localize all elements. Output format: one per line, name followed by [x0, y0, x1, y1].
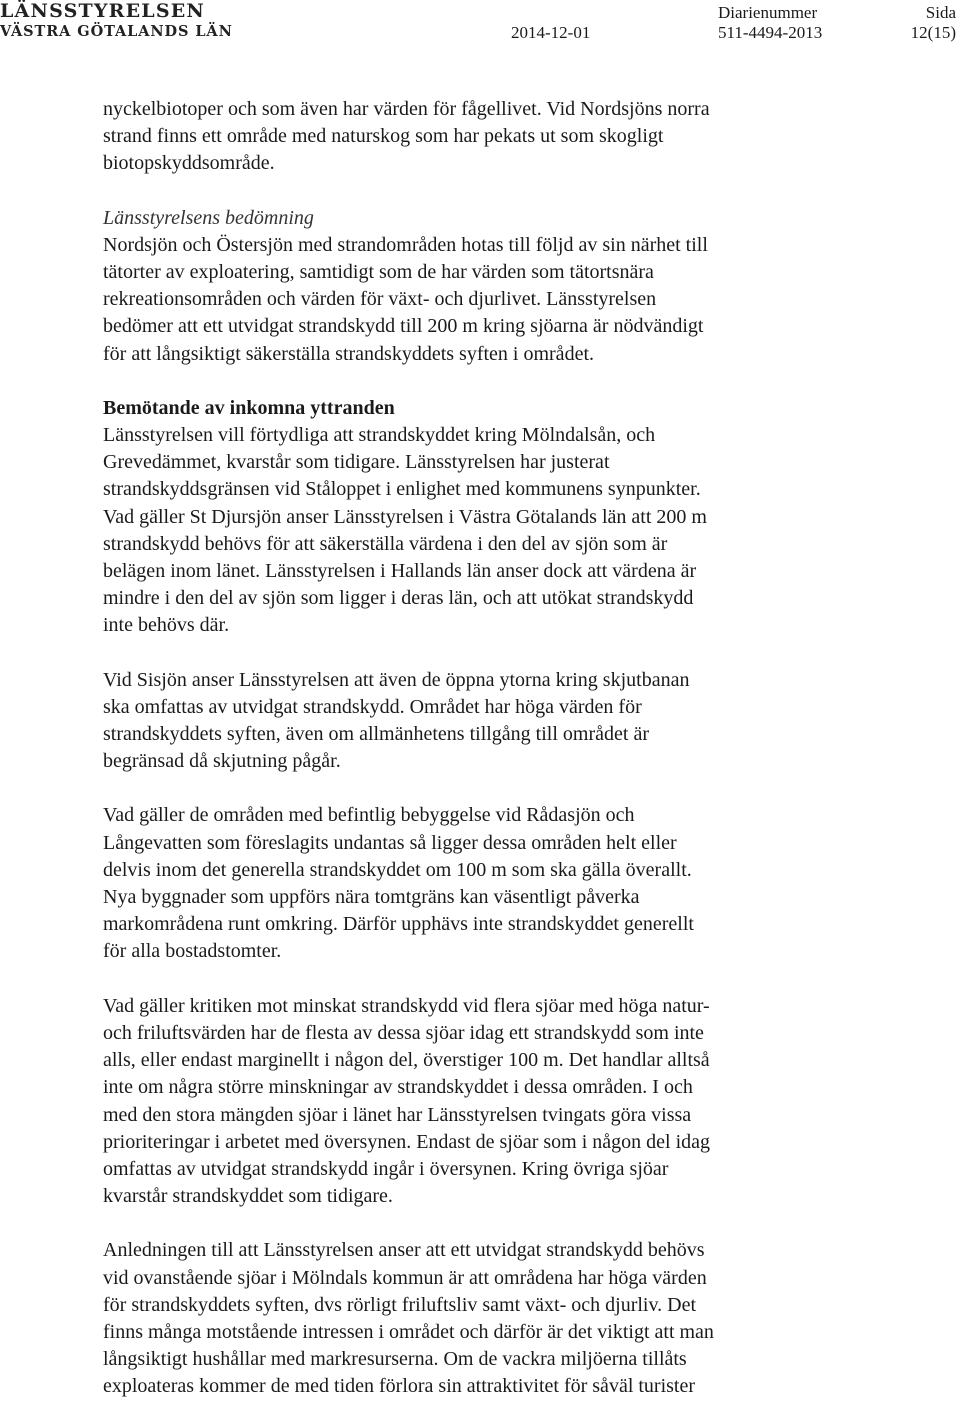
text-line: delvis inom det generella strandskyddet om 100 m som ska gälla överallt.: [103, 858, 692, 881]
text-line: strandskyddsgränsen vid Ståloppet i enlighet med kommunens synpunkter.: [103, 478, 701, 501]
text-line: kvarstår strandskyddet som tidigare.: [103, 1185, 393, 1208]
text-line: prioriteringar i arbetet med översynen. Endast de sjöar som i någon del idag: [103, 1130, 711, 1153]
text-line: exploateras kommer de med tiden förlora sin attraktivitet för såväl turister: [103, 1375, 696, 1398]
logo-org-name: LÄNSSTYRELSEN: [0, 0, 205, 22]
paragraph-2: [103, 232, 933, 368]
text-line: Länsstyrelsen vill förtydliga att strandskyddet kring Mölndalsån, och: [103, 424, 656, 447]
text-line: Långevatten som föreslagits undantas så ligger dessa områden helt eller: [103, 831, 677, 854]
paragraph-7: [103, 1237, 933, 1400]
text-line: ska omfattas av utvidgat strandskydd. Området har höga värden för: [103, 695, 642, 718]
text-line: strandskyddets syften, även om allmänhetens tillgång till området är: [103, 723, 649, 746]
page-number: 12(15): [910, 23, 956, 42]
text-line: rekreationsområden och värden för växt- och djurlivet. Länsstyrelsen: [103, 288, 657, 311]
response-heading: Bemötande av inkomna yttranden: [103, 396, 395, 419]
text-line: och friluftsvärden har de flesta av dessa sjöar idag ett strandskydd som inte: [103, 1021, 704, 1044]
text-line: Anledningen till att Länsstyrelsen anser att ett utvidgat strandskydd behövs: [103, 1239, 705, 1262]
text-line: Vad gäller St Djursjön anser Länsstyrelsen i Västra Götalands län att 200 m: [103, 505, 707, 528]
paragraph-3: [103, 422, 933, 640]
text-line: markområdena runt omkring. Därför upphävs inte strandskyddet generellt: [103, 913, 694, 936]
text-line: inte om några större minskningar av strandskyddet i dessa områden. I och: [103, 1076, 693, 1099]
text-line: vid ovanstående sjöar i Mölndals kommun är att områdena har höga värden: [103, 1266, 707, 1289]
text-line: med den stora mängden sjöar i länet har Länsstyrelsen tvingats göra vissa: [103, 1103, 692, 1126]
document-date: 2014-12-01: [511, 23, 591, 42]
text-line: Nordsjön och Östersjön med strandområden hotas till följd av sin närhet till: [103, 233, 708, 256]
text-line: Nya byggnader som uppförs nära tomtgräns kan väsentligt påverka: [103, 886, 640, 909]
text-line: begränsad då skjutning pågår.: [103, 750, 341, 773]
text-line: strand finns ett område med naturskog som har pekats ut som skogligt: [103, 125, 664, 148]
text-line: omfattas av utvidgat strandskydd ingår i översynen. Kring övriga sjöar: [103, 1157, 669, 1180]
paragraph-4: [103, 667, 933, 776]
paragraph-5: [103, 802, 933, 965]
text-line: inte behövs där.: [103, 614, 230, 637]
text-line: Vad gäller kritiken mot minskat strandskydd vid flera sjöar med höga natur-: [103, 994, 710, 1017]
text-line: bedömer att ett utvidgat strandskydd till 200 m kring sjöarna är nödvändigt: [103, 315, 704, 338]
text-line: Vid Sisjön anser Länsstyrelsen att även de öppna ytorna kring skjutbanan: [103, 668, 690, 691]
text-line: nyckelbiotoper och som även har värden för fågellivet. Vid Nordsjöns norra: [103, 98, 710, 120]
text-line: biotopskyddsområde.: [103, 152, 275, 175]
diarienummer-value: 511-4494-2013: [718, 23, 823, 42]
text-line: tätorter av exploatering, samtidigt som de har värden som tätortsnära: [103, 261, 654, 284]
text-line: alls, eller endast marginellt i någon del, överstiger 100 m. Det handlar alltså: [103, 1049, 710, 1072]
text-line: finns många motstående intressen i området och därför är det viktigt att man: [103, 1320, 714, 1343]
text-line: belägen inom länet. Länsstyrelsen i Hallands län anser dock att värdena är: [103, 560, 697, 583]
text-line: för strandskyddets syften, dvs rörligt friluftsliv samt växt- och djurliv. Det: [103, 1293, 697, 1316]
logo-org-region: VÄSTRA GÖTALANDS LÄN: [0, 23, 233, 40]
page-label: Sida: [925, 3, 956, 22]
text-line: Grevedämmet, kvarstår som tidigare. Länsstyrelsen har justerat: [103, 451, 610, 474]
text-line: Vad gäller de områden med befintlig bebyggelse vid Rådasjön och: [103, 804, 635, 827]
text-line: för att långsiktigt säkerställa strandskyddets syften i området.: [103, 342, 594, 365]
text-line: långsiktigt hushållar med markresurserna. Om de vackra miljöerna tillåts: [103, 1348, 687, 1371]
paragraph-6: [103, 993, 933, 1211]
assessment-heading: Länsstyrelsens bedömning: [103, 206, 314, 229]
text-line: strandskydd behövs för att säkerställa värdena i den del av sjön som är: [103, 532, 668, 555]
document-body: [103, 96, 933, 1401]
diarienummer-label: Diarienummer: [718, 3, 818, 22]
paragraph-1: [103, 96, 933, 178]
text-line: för alla bostadstomter.: [103, 940, 282, 963]
agency-logo: [0, 2, 233, 40]
text-line: mindre i den del av sjön som ligger i deras län, och att utökat strandskydd: [103, 587, 694, 610]
